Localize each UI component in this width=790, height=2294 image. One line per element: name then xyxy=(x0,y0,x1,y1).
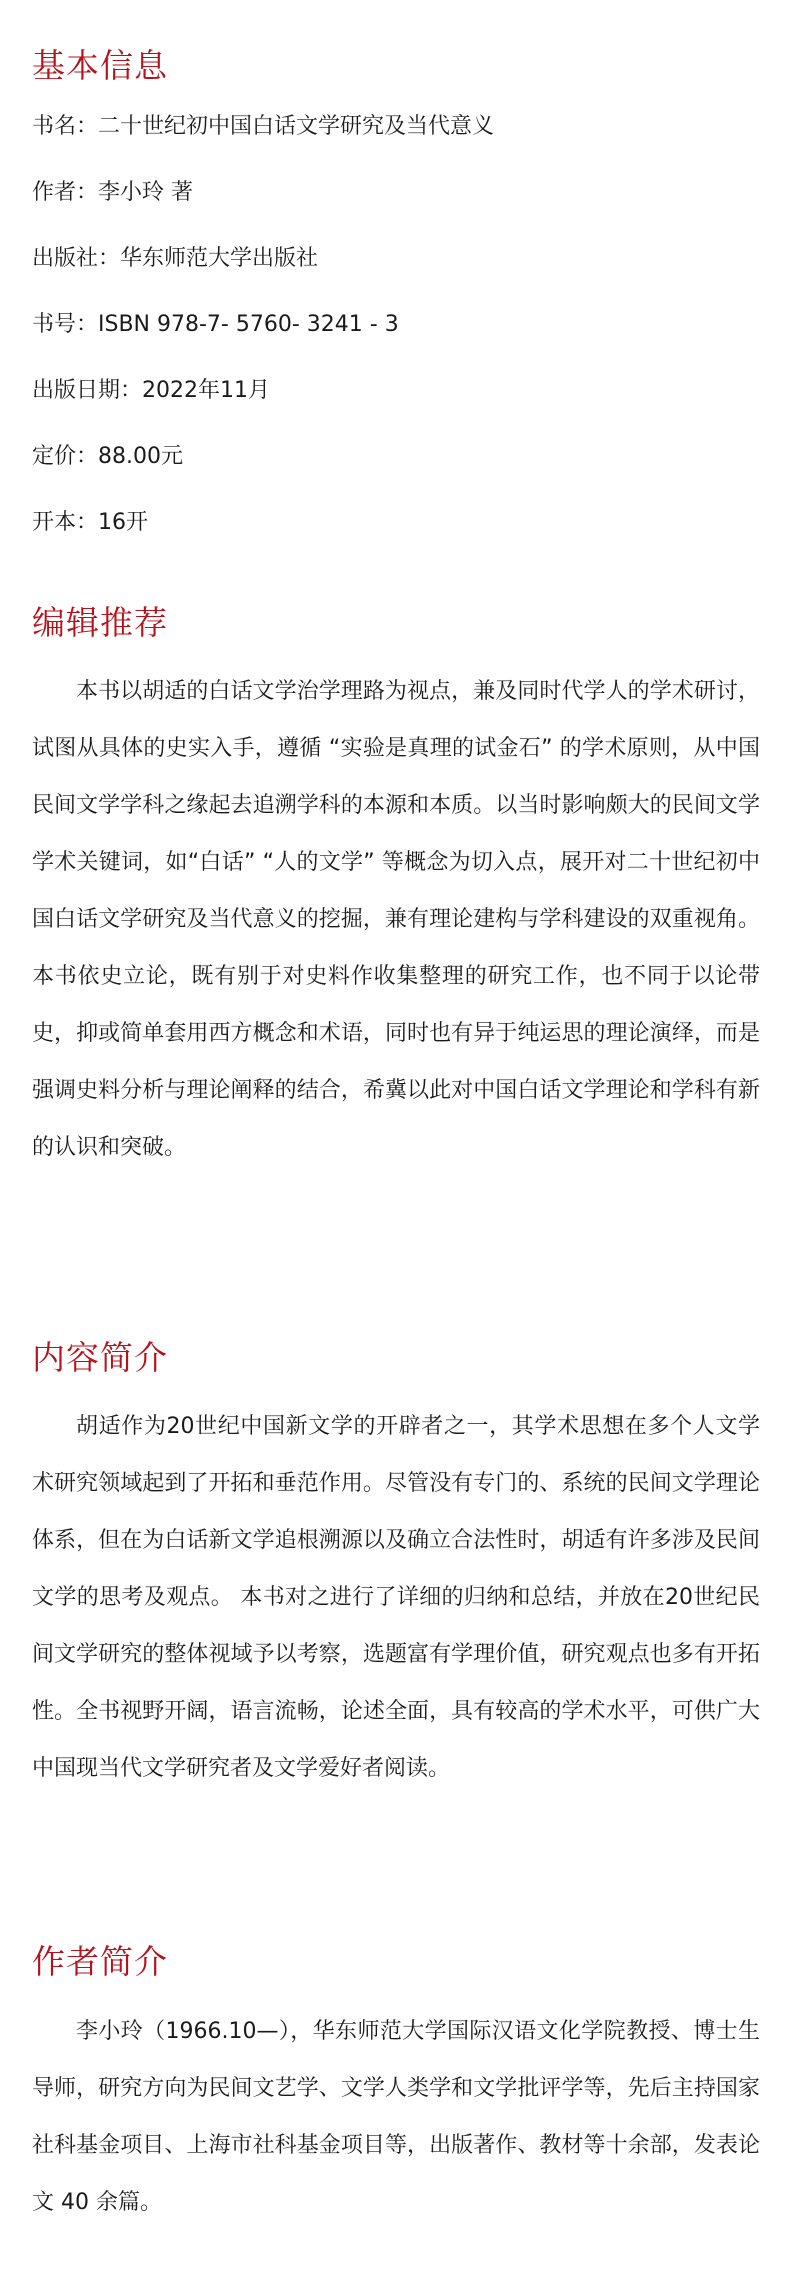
content-summary-heading: 内容简介 xyxy=(32,1338,168,1377)
book-title-row: 书名：二十世纪初中国白话文学研究及当代意义 xyxy=(32,114,495,139)
basic-info-heading: 基本信息 xyxy=(32,46,168,85)
author-row: 作者：李小玲 著 xyxy=(32,180,193,205)
basic-info-list xyxy=(32,112,758,574)
author-intro-text: 李小玲（1966.10—），华东师范大学国际汉语文化学院教授、博士生导师，研究方向为民间文艺学、文学人类学和文学批评学等，先后主持国家社科基金项目、上海市社科基金项目等，出版著作、教材等十余部，发表论文 40 余篇。 xyxy=(32,2019,760,2215)
price-row: 定价：88.00元 xyxy=(32,444,183,469)
isbn-row: 书号：ISBN 978-7- 5760- 3241 - 3 xyxy=(32,312,399,337)
editor-recommendation-heading: 编辑推荐 xyxy=(32,603,168,642)
publisher-row: 出版社：华东师范大学出版社 xyxy=(32,246,319,271)
format-row: 开本：16开 xyxy=(32,510,148,535)
content-summary-text: 胡适作为20世纪中国新文学的开辟者之一，其学术思想在多个人文学术研究领域起到了开拓和垂范作用。尽管没有专门的、系统的民间文学理论体系，但在为白话新文学追根溯源以及确立合法性时，胡适有许多涉及民间文学的思考及观点。 本书对之进行了详细的归纳和总结，并放在20世纪民间文学研究的整体视域予以考察，选题富有学理价值，研究观点也多有开拓性。全书视野开阔，语言流畅，论述全面，具有较高的学术水平，可供广大中国现当代文学研究者及文学爱好者阅读。 xyxy=(32,1414,760,1781)
editor-recommendation-text: 本书以胡适的白话文学治学理路为视点，兼及同时代学人的学术研讨，试图从具体的史实入手，遵循 “实验是真理的试金石” 的学术原则，从中国民间文学学科之缘起去追溯学科的本源和本质。以当时影响颇大的民间文学学术关键词，如“白话” “人的文学” 等概念为切入点，展开对二十世纪初中国白话文学研究及当代意义的挖掘，兼有理论建构与学科建设的双重视角。本书依史立论，既有别于对史料作收集整理的研究工作，也不同于以论带史，抑或简单套用西方概念和术语，同时也有异于纯运思的理论演绎，而是强调史料分析与理论阐释的结合，希冀以此对中国白话文学理论和学科有新的认识和突破。 xyxy=(32,679,760,1160)
publish-date-row: 出版日期：2022年11月 xyxy=(32,378,270,403)
author-intro-heading: 作者简介 xyxy=(32,1942,168,1981)
